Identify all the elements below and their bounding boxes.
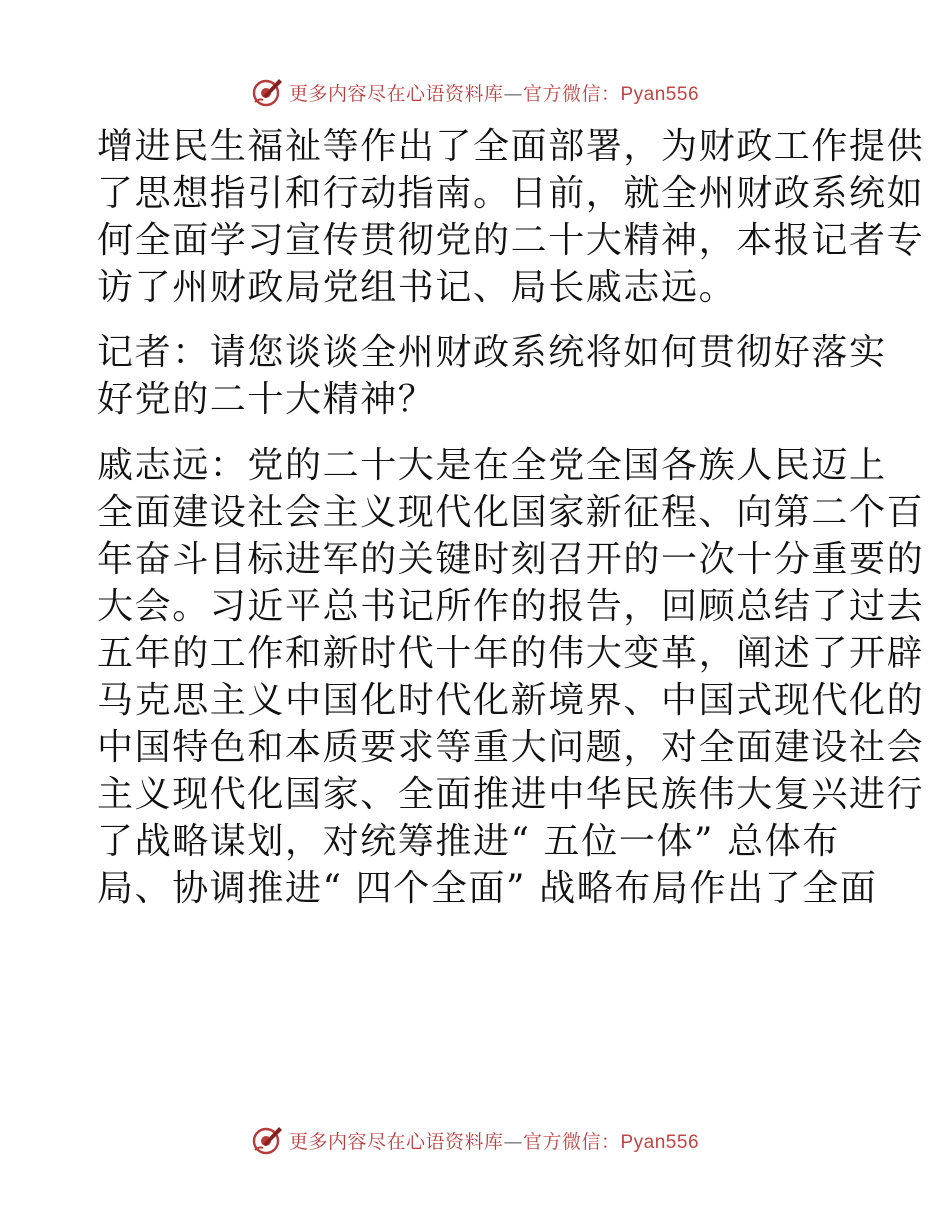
header-watermark bbox=[0, 72, 950, 112]
watermark-wechat-label: 官方微信： bbox=[522, 82, 621, 105]
watermark-text bbox=[289, 1127, 699, 1154]
paragraph-2-question bbox=[97, 329, 887, 423]
text-line: 好党的二十大精神？ bbox=[97, 379, 436, 420]
watermark-wechat-id: Pyan556 bbox=[620, 1131, 700, 1153]
text-line: 何全面学习宣传贯彻党的二十大精神，本报记者专 bbox=[97, 220, 925, 261]
paragraph-1 bbox=[97, 123, 925, 311]
text-line: 记者：请您谈谈全州财政系统将如何贯彻好落实 bbox=[97, 332, 887, 373]
text-line: 了战略谋划，对统筹推进“ 五位一体” 总体布 bbox=[97, 821, 840, 862]
watermark-wechat-label: 官方微信： bbox=[522, 1130, 621, 1153]
text-line: 主义现代化国家、全面推进中华民族伟大复兴进行 bbox=[97, 774, 925, 815]
watermark-wechat-id: Pyan556 bbox=[620, 83, 700, 105]
watermark-separator: — bbox=[503, 82, 523, 105]
watermark-separator: — bbox=[503, 1130, 523, 1153]
text-line: 五年的工作和新时代十年的伟大变革，阐述了开辟 bbox=[97, 633, 925, 674]
text-line: 戚志远：党的二十大是在全党全国各族人民迈上 bbox=[97, 445, 887, 486]
text-line: 了思想指引和行动指南。日前，就全州财政系统如 bbox=[97, 173, 925, 214]
text-line: 局、协调推进“ 四个全面” 战略布局作出了全面 bbox=[97, 868, 878, 909]
pen-badge-icon bbox=[251, 76, 283, 108]
watermark-text bbox=[289, 79, 699, 106]
text-line: 马克思主义中国化时代化新境界、中国式现代化的 bbox=[97, 680, 925, 721]
text-line: 全面建设社会主义现代化国家新征程、向第二个百 bbox=[97, 492, 925, 533]
text-line: 年奋斗目标进军的关键时刻召开的一次十分重要的 bbox=[97, 539, 925, 580]
footer-watermark bbox=[0, 1120, 950, 1160]
text-line: 大会。习近平总书记所作的报告，回顾总结了过去 bbox=[97, 586, 925, 627]
watermark-main: 更多内容尽在心语资料库 bbox=[288, 82, 504, 105]
text-line: 访了州财政局党组书记、局长戚志远。 bbox=[97, 267, 737, 308]
paragraph-3-answer bbox=[97, 442, 925, 912]
watermark-main: 更多内容尽在心语资料库 bbox=[288, 1130, 504, 1153]
text-line: 中国特色和本质要求等重大问题，对全面建设社会 bbox=[97, 727, 925, 768]
pen-badge-icon bbox=[251, 1124, 283, 1156]
text-line: 增进民生福祉等作出了全面部署，为财政工作提供 bbox=[97, 126, 925, 167]
article-body bbox=[97, 123, 925, 912]
